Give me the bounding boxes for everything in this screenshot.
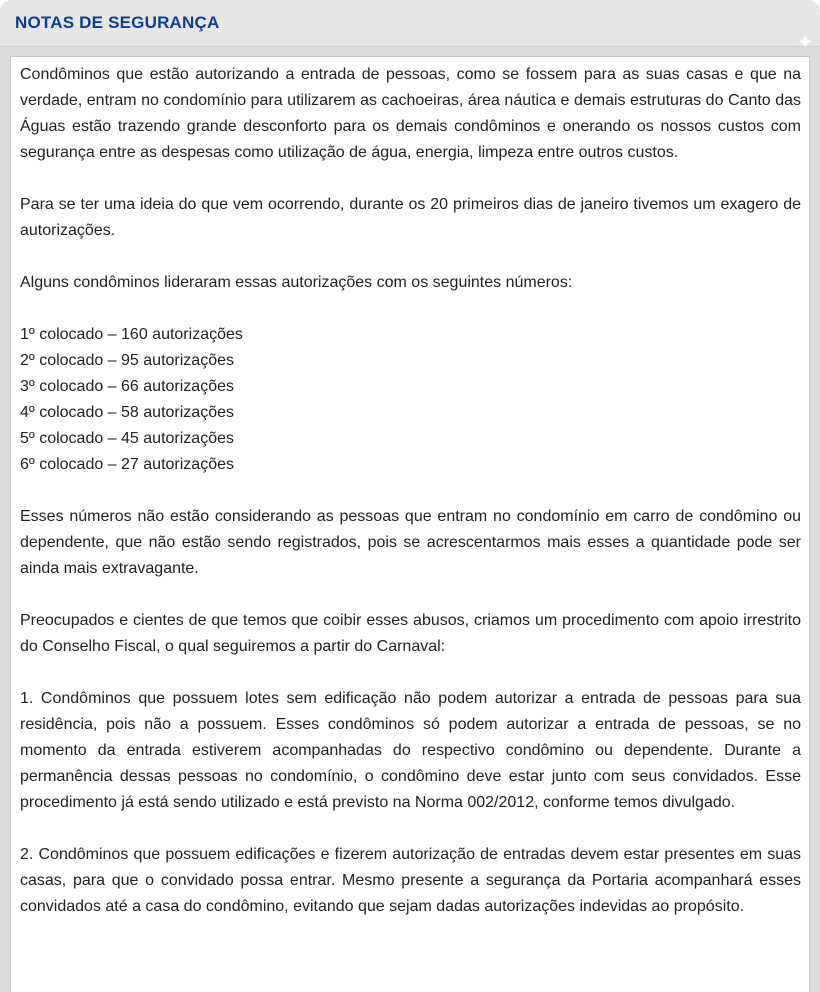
panel-title: NOTAS DE SEGURANÇA <box>15 13 220 32</box>
ranking-item-2: 2º colocado – 95 autorizações <box>20 352 234 369</box>
ranking-item-4: 4º colocado – 58 autorizações <box>20 404 234 421</box>
ranking-item-3: 3º colocado – 66 autorizações <box>20 378 234 395</box>
notice-content <box>20 62 801 946</box>
ranking-item-1: 1º colocado – 160 autorizações <box>20 326 243 343</box>
ranking-item-6: 6º colocado – 27 autorizações <box>20 456 234 473</box>
paragraph-procedure: Preocupados e cientes de que temos que coibir esses abusos, criamos um procedimento com apoio irrestrito do Conselho Fiscal, o qual seguiremos a partir do Carnaval: <box>20 612 801 655</box>
paragraph-intro: Condôminos que estão autorizando a entrada de pessoas, como se fossem para as suas casas e que na verdade, entram no condomínio para utilizarem as cachoeiras, área náutica e demais estruturas do Canto das Águas estão trazendo grande desconforto para os demais condôminos e onerando os nossos custos com segurança entre as despesas como utilização de água, energia, limpeza entre outros custos. <box>20 66 801 161</box>
paragraph-rule-1: 1. Condôminos que possuem lotes sem edificação não podem autorizar a entrada de pessoas para sua residência, pois não a possuem. Esses condôminos só podem autorizar a entrada de pessoas, se no momento da entrada estiverem acompanhadas do respectivo condômino ou dependente. Durante a permanência dessas pessoas no condomínio, o condômino deve estar junto com seus convidados. Esse procedimento já está sendo utilizado e está previsto na Norma 002/2012, conforme temos divulgado. <box>20 690 801 811</box>
paragraph-rule-2: 2. Condôminos que possuem edificações e fizerem autorização de entradas devem estar presentes em suas casas, para que o convidado possa entrar. Mesmo presente a segurança da Portaria acompanhará esses convidados até a casa do condômino, evitando que sejam dadas autorizações indevidas ao propósito. <box>20 846 801 915</box>
paragraph-not-counted: Esses números não estão considerando as pessoas que entram no condomínio em carro de condômino ou dependente, que não estão sendo registrados, pois se acrescentarmos mais esses a quantidade pode ser ainda mais extravagante. <box>20 508 801 577</box>
ranking-item-5: 5º colocado – 45 autorizações <box>20 430 234 447</box>
ranking-list <box>20 322 801 478</box>
sparkle-icon: ✦ <box>797 32 813 53</box>
paragraph-january: Para se ter uma ideia do que vem ocorrendo, durante os 20 primeiros dias de janeiro tivemos um exagero de autorizações. <box>20 196 801 239</box>
paragraph-ranking-intro: Alguns condôminos lideraram essas autorizações com os seguintes números: <box>20 274 573 291</box>
panel-header <box>0 0 820 53</box>
